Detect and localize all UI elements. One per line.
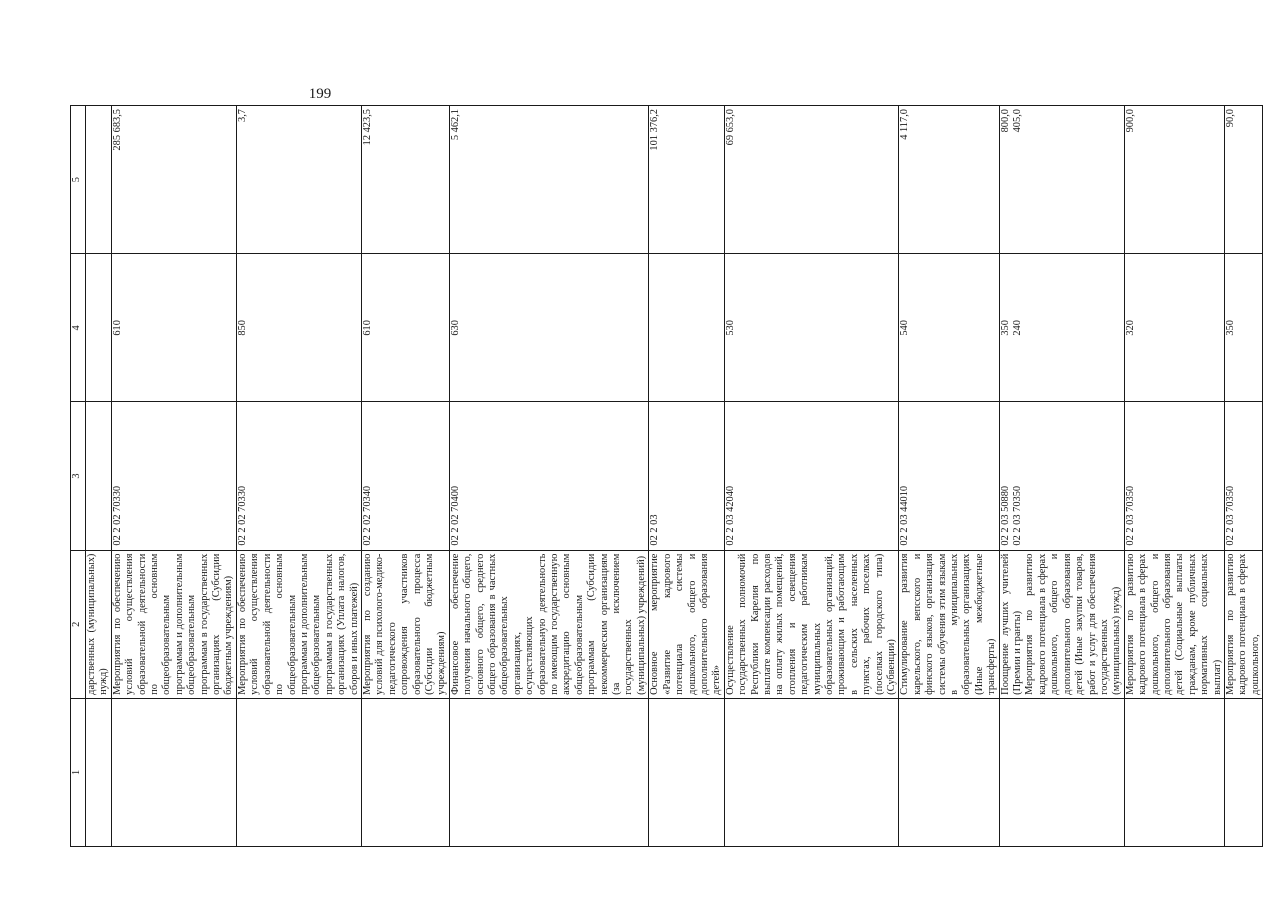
budget-code-cell: 02 2 02 70400 (449, 402, 649, 550)
amount-cell (86, 106, 112, 254)
expense-name-cell: Мероприятия по обеспечению условий осуществления образовательной деятельности по основным общеобразовательным программам и дополнительным общеобразовательным программам в государственных организациях (Уплата налогов, сборов и иных платежей) (236, 550, 361, 698)
header-col-5: 5 (71, 106, 86, 254)
expense-type-cell: 610 (111, 254, 236, 402)
expense-type-cell (86, 254, 112, 402)
table-row (1124, 106, 1224, 847)
table-row (649, 106, 724, 847)
budget-code-cell: 02 2 03 70350 (1124, 402, 1224, 550)
expense-name-cell: Осуществление государственных полномочий Республики Карелия по выплате компенсации расходов на оплату жилых помещений, отопления и освещения педагогическим работникам муниципальных образовательных организаций, проживающим и работающим в сельских населенных пунктах, рабочих поселках (поселках городского типа) (Субвенции) (724, 550, 899, 698)
budget-code-cell: 02 2 02 70330 (111, 402, 236, 550)
table-row (1224, 106, 1262, 847)
budget-code-cell: 02 2 03 70350 (1224, 402, 1262, 550)
row-number-cell (899, 698, 999, 846)
expense-type-cell: 850 (236, 254, 361, 402)
amount-cell: 4 117,0 (899, 106, 999, 254)
budget-code-cell: 02 2 03 44010 (899, 402, 999, 550)
header-col-1: 1 (71, 698, 86, 846)
amount-cell: 3,7 (236, 106, 361, 254)
amount-cell: 101 376,2 (649, 106, 724, 254)
table-row (449, 106, 649, 847)
amount-cell: 900,0 (1124, 106, 1224, 254)
table-row (899, 106, 999, 847)
expense-name-cell: Основное мероприятие «Развитие кадрового потенциала системы дошкольного, общего и дополнительного образования детей» (649, 550, 724, 698)
expense-type-cell: 350 240 (999, 254, 1124, 402)
budget-code-cell: 02 2 02 70340 (361, 402, 449, 550)
amount-cell: 12 423,5 (361, 106, 449, 254)
page-number: 199 (308, 86, 332, 102)
row-number-cell (86, 698, 112, 846)
budget-code-cell (86, 402, 112, 550)
expense-name-cell: Мероприятия по развитию кадрового потенциала в сферах дошкольного, общего и дополнительного образования детей (Социальные выплаты гражданам, кроме публичных нормативных социальных выплат) (1124, 550, 1224, 698)
amount-cell: 69 653,0 (724, 106, 899, 254)
expense-name-cell: Финансовое обеспечение получения начального общего, основного общего, среднего общего образования в частных общеобразовательных организациях, осуществляющих образовательную деятельность по имеющим государственную аккредитацию основным общеобразовательным программам (Субсидии некоммерческим организациям (за исключением государственных (муниципальных) учреждений) (449, 550, 649, 698)
budget-table-rotated (70, 105, 1261, 847)
amount-cell: 5 462,1 (449, 106, 649, 254)
row-number-cell (1224, 698, 1262, 846)
expense-type-cell: 540 (899, 254, 999, 402)
budget-table (70, 105, 1263, 847)
amount-cell: 800,0 405,0 (999, 106, 1124, 254)
expense-name-cell: Мероприятия по созданию условий для психолого-медико-педагогического сопровождения участников образовательного процесса (Субсидии бюджетным учреждениям) (361, 550, 449, 698)
row-number-cell (236, 698, 361, 846)
expense-name-cell: Мероприятия по обеспечению условий осуществления образовательной деятельности по основным общеобразовательным программам и дополнительным общеобразовательным программам в государственных организациях (Субсидии бюджетным учреждениям) (111, 550, 236, 698)
table-row (111, 106, 236, 847)
budget-code-cell: 02 2 03 42040 (724, 402, 899, 550)
header-col-2: 2 (71, 550, 86, 698)
budget-code-cell: 02 2 03 (649, 402, 724, 550)
header-col-4: 4 (71, 254, 86, 402)
table-row (724, 106, 899, 847)
row-number-cell (1124, 698, 1224, 846)
expense-name-cell: дарственных (муниципальных) нужд) (86, 550, 112, 698)
expense-type-cell: 630 (449, 254, 649, 402)
table-row (86, 106, 112, 847)
expense-name-cell: Стимулирование развития карельского, вепсского и финского языков, организация системы обучения этим языкам в муниципальных образовательных организациях (Иные межбюджетные трансферты) (899, 550, 999, 698)
amount-cell: 90,0 (1224, 106, 1262, 254)
row-number-cell (999, 698, 1124, 846)
budget-code-cell: 02 2 03 50880 02 2 03 70350 (999, 402, 1124, 550)
table-row (236, 106, 361, 847)
row-number-cell (649, 698, 724, 846)
amount-cell: 285 683,5 (111, 106, 236, 254)
table-row (361, 106, 449, 847)
expense-type-cell (649, 254, 724, 402)
row-number-cell (111, 698, 236, 846)
header-col-3: 3 (71, 402, 86, 550)
row-number-cell (724, 698, 899, 846)
budget-code-cell: 02 2 02 70330 (236, 402, 361, 550)
row-number-cell (449, 698, 649, 846)
expense-type-cell: 350 (1224, 254, 1262, 402)
expense-type-cell: 530 (724, 254, 899, 402)
expense-name-cell: Мероприятия по развитию кадрового потенциала в сферах дошкольного, (1224, 550, 1262, 698)
table-row (999, 106, 1124, 847)
table-header-row (71, 106, 86, 847)
expense-name-cell: Поощрение лучших учителей (Премии и гранты) Мероприятия по развитию кадрового потенциала в сферах дошкольного, общего и дополнительного образования детей (Иные закупки товаров, работ и услуг для обеспечения государственных (муниципальных) нужд) (999, 550, 1124, 698)
row-number-cell (361, 698, 449, 846)
expense-type-cell: 320 (1124, 254, 1224, 402)
expense-type-cell: 610 (361, 254, 449, 402)
